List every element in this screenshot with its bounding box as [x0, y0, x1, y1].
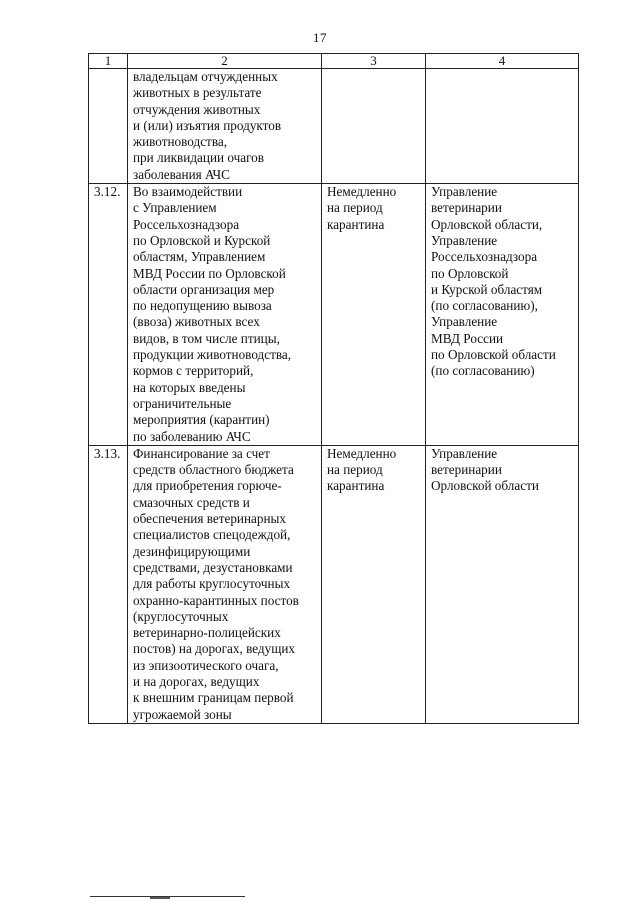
measure-description: [128, 69, 322, 184]
measure-responsible-line: (по согласованию): [431, 363, 535, 379]
measure-description-line: с Управлением: [133, 200, 217, 216]
row-number: 3.13.: [89, 445, 128, 723]
measure-responsible-line: (по согласованию),: [431, 298, 538, 314]
measures-table: [88, 53, 579, 724]
measure-description-line: на которых введены: [133, 379, 246, 395]
row-number: [89, 69, 128, 184]
measure-responsible-line: Управление: [431, 232, 498, 248]
measure-term-line: карантина: [327, 216, 385, 232]
measure-description-line: кормов с территорий,: [133, 363, 254, 379]
measure-description-line: средств областного бюджета: [133, 462, 294, 478]
measure-term: [322, 184, 426, 446]
measure-description-line: животноводства,: [133, 134, 228, 150]
measure-responsible-line: Управление: [431, 314, 498, 330]
measure-term: [322, 445, 426, 723]
measure-description-line: МВД России по Орловской: [133, 265, 286, 281]
measure-description-line: видов, в том числе птицы,: [133, 330, 280, 346]
measure-description-line: из эпизоотического очага,: [133, 657, 279, 673]
measure-description-line: постов) на дорогах, ведущих: [133, 641, 296, 657]
measure-term-line: на период: [327, 462, 383, 478]
footer-mark: [150, 897, 170, 899]
measure-description-line: (круглосуточных: [133, 608, 229, 624]
table-row: [89, 184, 579, 446]
measure-term: [322, 69, 426, 184]
measure-description: [128, 184, 322, 446]
measure-responsible-line: Управление: [431, 445, 498, 461]
measure-description-line: ограничительные: [133, 395, 232, 411]
measure-responsible-line: Орловской области: [431, 478, 539, 494]
measure-description-line: отчуждения животных: [133, 101, 261, 117]
measure-responsible-line: Россельхознадзора: [431, 249, 538, 265]
measure-responsible: [426, 445, 579, 723]
measure-term-line: на период: [327, 200, 383, 216]
measure-description-line: специалистов спецодеждой,: [133, 527, 291, 543]
column-header-2: 2: [128, 54, 322, 69]
measure-description-line: к внешним границам первой: [133, 690, 294, 706]
measure-responsible: [426, 184, 579, 446]
measure-description-line: Россельхознадзора: [133, 216, 240, 232]
column-header-3: 3: [322, 54, 426, 69]
measure-description-line: владельцам отчужденных: [133, 69, 278, 84]
measure-description-line: дезинфицирующими: [133, 543, 251, 559]
measure-description-line: обеспечения ветеринарных: [133, 511, 286, 527]
measure-description-line: по недопущению вывоза: [133, 298, 272, 314]
measure-description-line: средствами, дезустановками: [133, 559, 293, 575]
measure-term-line: карантина: [327, 478, 385, 494]
table-row: [89, 445, 579, 723]
measure-responsible-line: МВД России: [431, 330, 504, 346]
column-header-4: 4: [426, 54, 579, 69]
measure-responsible-line: и Курской областям: [431, 281, 543, 297]
measure-responsible: [426, 69, 579, 184]
measure-responsible-line: Управление: [431, 184, 498, 200]
measure-description-line: заболевания АЧС: [133, 166, 230, 182]
measure-responsible-line: по Орловской: [431, 265, 509, 281]
measure-responsible-line: по Орловской области: [431, 347, 556, 363]
table-row: [89, 69, 579, 184]
measure-description-line: области организация мер: [133, 281, 275, 297]
measure-responsible-line: Орловской области,: [431, 216, 543, 232]
measure-description-line: и (или) изъятия продуктов: [133, 117, 282, 133]
measure-description-line: областям, Управлением: [133, 249, 266, 265]
measure-description-line: мероприятия (карантин): [133, 412, 270, 428]
measure-description-line: для работы круглосуточных: [133, 576, 291, 592]
column-header-1: 1: [89, 54, 128, 69]
measure-description-line: животных в результате: [133, 85, 262, 101]
measure-responsible-line: ветеринарии: [431, 200, 502, 216]
measure-description-line: угрожаемой зоны: [133, 706, 232, 722]
measure-description-line: и на дорогах, ведущих: [133, 673, 260, 689]
page-number: 17: [313, 30, 327, 45]
measure-description-line: по Орловской и Курской: [133, 232, 271, 248]
measure-description-line: Во взаимодействии: [133, 184, 243, 200]
measure-term-line: Немедленно: [327, 184, 397, 200]
measure-description-line: Финансирование за счет: [133, 445, 270, 461]
row-number: 3.12.: [89, 184, 128, 446]
measure-description-line: ветеринарно-полицейских: [133, 625, 281, 641]
measure-description-line: смазочных средств и: [133, 494, 250, 510]
measure-description-line: (ввоза) животных всех: [133, 314, 260, 330]
table-header-row: [89, 54, 579, 69]
measure-responsible-line: ветеринарии: [431, 462, 502, 478]
measure-description-line: продукции животноводства,: [133, 347, 292, 363]
measure-description-line: для приобретения горюче-: [133, 478, 282, 494]
measure-description: [128, 445, 322, 723]
measure-description-line: охранно-карантинных постов: [133, 592, 299, 608]
measure-description-line: при ликвидации очагов: [133, 150, 265, 166]
measure-term-line: Немедленно: [327, 445, 397, 461]
table-body: [89, 69, 579, 724]
measure-description-line: по заболеванию АЧС: [133, 428, 251, 444]
